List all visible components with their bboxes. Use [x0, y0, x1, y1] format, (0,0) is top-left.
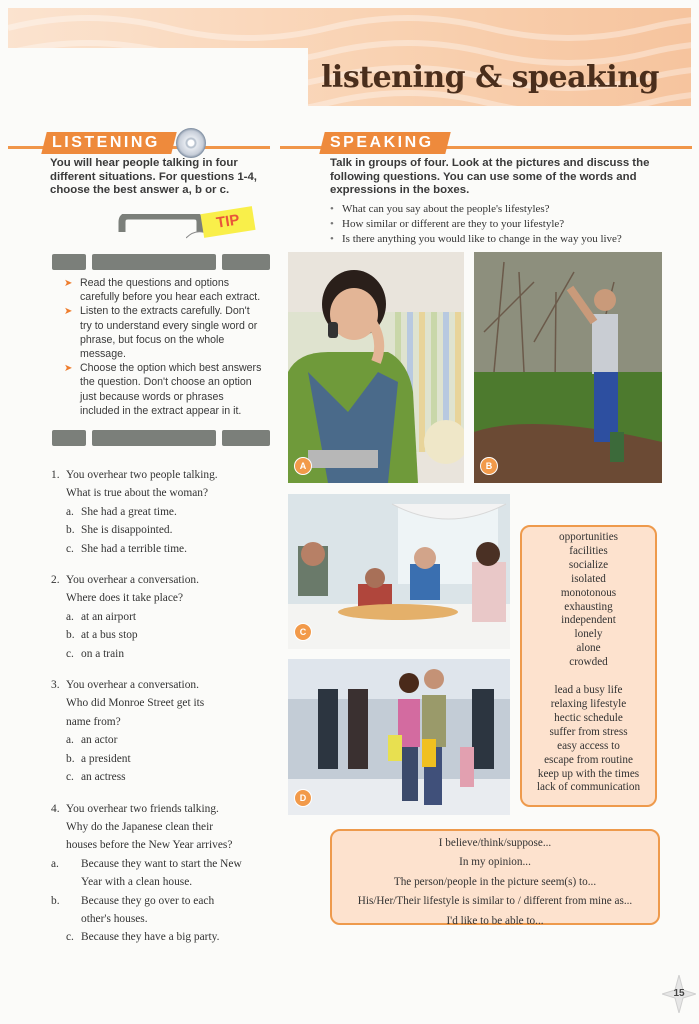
page-title: listening & speaking [321, 60, 659, 95]
vocab-expression: keep up with the times [537, 767, 640, 780]
phrase: In my opinion... [459, 856, 531, 869]
photo-d-illustration [288, 659, 510, 815]
useful-phrases-box [330, 829, 660, 925]
question-1: 1. You overhear two people talking. What is true about the woman? a. She had a great time. b. She is disappointed. c. She had a terrible time. [51, 466, 281, 558]
photo-a [288, 252, 464, 483]
vocab-expression: lead a busy life [554, 684, 623, 697]
answer-option[interactable]: c. an actress [66, 771, 126, 784]
answer-option[interactable]: c. on a train [66, 647, 125, 660]
photo-label-b: B [480, 457, 498, 475]
photo-d [288, 659, 510, 815]
answer-option[interactable]: a. Because they want to start the New Year with a clean house. [51, 857, 242, 889]
vocab-word: crowded [569, 656, 608, 669]
vocab-word: opportunities [558, 531, 619, 543]
banner-cutout [8, 48, 308, 106]
discussion-questions [330, 202, 670, 248]
vocab-word: exhausting [564, 600, 613, 613]
vocab-expression: hectic schedule [554, 711, 623, 724]
vocab-word: independent [561, 614, 616, 627]
arrow-icon: ➤ [64, 278, 73, 289]
phrase: The person/people in the picture seem(s) to... [393, 875, 597, 888]
photo-c-illustration [288, 494, 510, 649]
listening-intro: You will hear people talking in four different situations. For questions 1-4, choose the best answer a, b or c. [50, 157, 257, 197]
vocab-word: facilities [569, 544, 608, 557]
speaking-heading: SPEAKING [319, 132, 450, 154]
phrase: I believe/think/suppose... [438, 837, 552, 849]
vocab-expression: suffer from stress [549, 725, 628, 738]
photo-c [288, 494, 510, 649]
tip-item: ➤ Listen to the extracts carefully. Don't try to understand every single word or phrase, but focus on the whole message. [64, 305, 258, 361]
discussion-bullet: • What can you say about the people's lifestyles? [330, 202, 670, 217]
tip-item: ➤ Choose the option which best answers the question. Don't choose an option just because words or phrases included in the extract appear in it. [64, 362, 262, 417]
arrow-icon: ➤ [64, 363, 73, 375]
tip-list [64, 276, 264, 418]
tip-briefcase-bottom [52, 430, 270, 448]
question-3: 3. You overhear a conversation. Who did Monroe Street get its name from? a. an actor b. a president c. an actress [51, 676, 281, 786]
photo-b [474, 252, 662, 483]
vocab-expression: easy access to [557, 739, 620, 752]
header-banner [8, 8, 691, 106]
discussion-bullet: • How similar or different are they to your lifestyle? [330, 217, 670, 232]
vocab-expression: escape from routine [544, 753, 633, 766]
tip-label: TIP [200, 206, 255, 238]
vocab-word: socialize [568, 558, 609, 571]
photo-label-c: C [294, 623, 312, 641]
phrase: I'd like to be able to... [446, 914, 544, 927]
speaking-intro: Talk in groups of four. Look at the pictures and discuss the following questions. You can use some of the words and expressions in the boxes. [330, 157, 650, 197]
vocab-word: monotonous [560, 586, 617, 599]
vocab-expression: lack of communication [536, 781, 641, 794]
vocab-expression: relaxing lifestyle [550, 697, 627, 710]
question-4: 4. You overhear two friends talking. Why do the Japanese clean their houses before the New Year arrives? a. Because they want to start the New Year with a clean house. b. Because they go over to each other's houses. c. Because they have a big party. [51, 800, 281, 947]
vocab-word: alone [576, 642, 601, 655]
page-number: 15 [673, 988, 685, 999]
answer-option[interactable]: b. Because they go over to each other's houses. [51, 894, 215, 925]
arrow-icon: ➤ [64, 306, 73, 318]
photo-a-illustration [288, 252, 464, 483]
answer-option[interactable]: a. an actor [66, 734, 118, 747]
speaking-section-header [280, 132, 692, 154]
answer-option[interactable]: a. at an airport [66, 610, 137, 623]
answer-option[interactable]: c. She had a terrible time. [66, 542, 187, 555]
answer-option[interactable]: c. Because they have a big party. [66, 931, 220, 944]
photo-label-d: D [294, 789, 312, 807]
answer-option[interactable]: b. She is disappointed. [66, 524, 173, 537]
phrase: His/Her/Their lifestyle is similar to / different from mine as... [357, 895, 633, 908]
photo-b-illustration [474, 252, 662, 483]
vocab-word: isolated [571, 572, 606, 585]
question-2: 2. You overhear a conversation. Where does it take place? a. at an airport b. at a bus stop c. on a train [51, 571, 281, 663]
listening-heading: LISTENING [41, 132, 176, 154]
discussion-bullet: • Is there anything you would like to change in the way you live? [330, 232, 670, 247]
cd-icon [176, 128, 206, 158]
answer-option[interactable]: b. a president [66, 752, 131, 765]
vocabulary-box [520, 525, 657, 807]
answer-option[interactable]: b. at a bus stop [66, 629, 138, 642]
photo-label-a: A [294, 457, 312, 475]
answer-option[interactable]: a. She had a great time. [66, 505, 177, 518]
tip-item: ➤ Read the questions and options carefully before you hear each extract. [64, 277, 261, 304]
listening-section-header [8, 132, 270, 154]
vocab-word: lonely [574, 628, 603, 641]
question-list [51, 466, 281, 960]
